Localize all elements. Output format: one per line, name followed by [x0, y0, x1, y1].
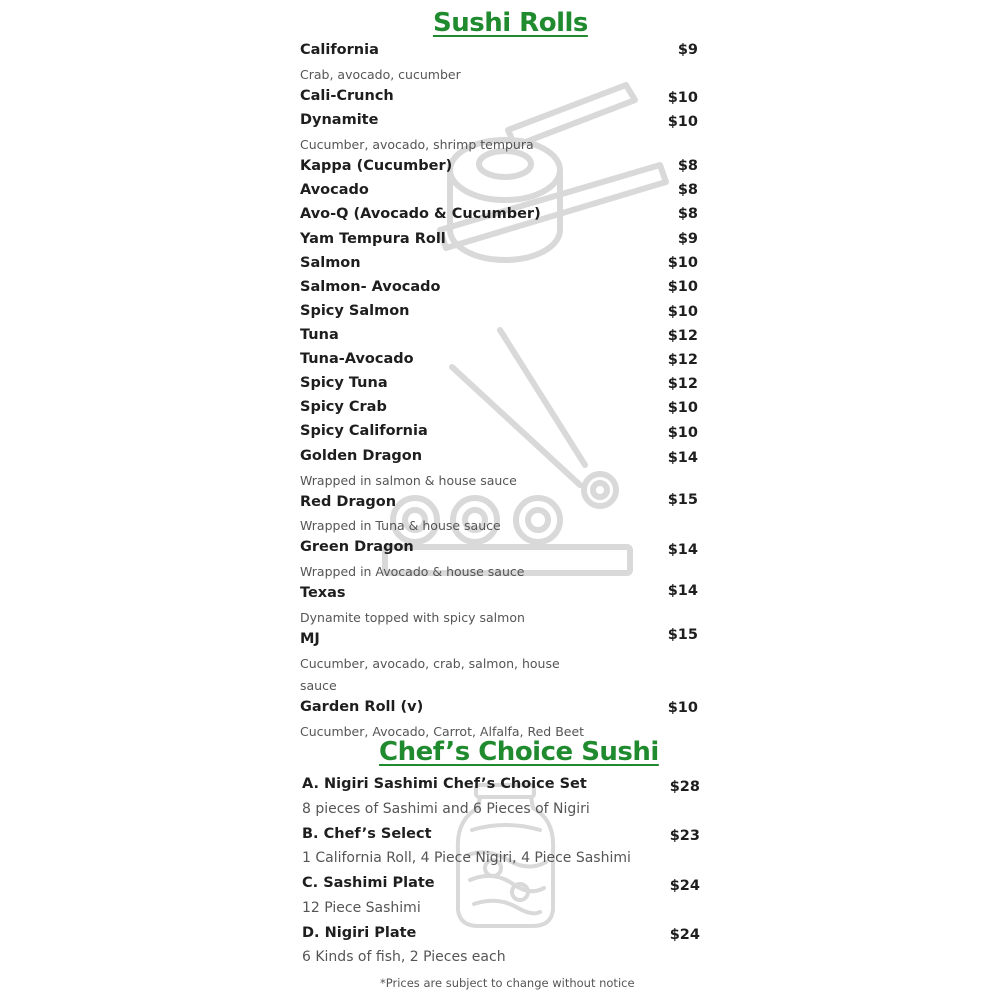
item-name: Yam Tempura Roll — [300, 231, 446, 247]
item-name: C. Sashimi Plate — [302, 875, 435, 891]
item-name: Salmon- Avocado — [300, 279, 441, 295]
sushi-roll-chopsticks-icon — [430, 80, 680, 280]
item-name: California — [300, 42, 379, 58]
item-price: $14 — [667, 450, 698, 466]
item-name: Spicy Crab — [300, 399, 387, 415]
item-price: $23 — [669, 828, 700, 844]
item-description: 1 California Roll, 4 Piece Nigiri, 4 Piece Sashimi — [302, 850, 631, 866]
item-description: 12 Piece Sashimi — [302, 900, 421, 916]
item-price: $8 — [677, 182, 698, 198]
item-price: $14 — [667, 542, 698, 558]
item-price: $10 — [667, 400, 698, 416]
item-name: Spicy California — [300, 423, 428, 439]
item-description-line2: sauce — [300, 678, 337, 693]
item-name: Salmon — [300, 255, 361, 271]
item-price: $9 — [677, 42, 698, 58]
item-description: Cucumber, avocado, shrimp tempura — [300, 137, 534, 152]
item-name: Dynamite — [300, 112, 379, 128]
item-price: $8 — [677, 206, 698, 222]
item-name: Golden Dragon — [300, 448, 423, 464]
item-price: $10 — [667, 255, 698, 271]
item-name: Tuna — [300, 327, 339, 343]
item-name: Texas — [300, 585, 346, 601]
item-price: $28 — [669, 779, 700, 795]
item-price: $15 — [667, 627, 698, 643]
chefs-choice-heading: Chef’s Choice Sushi — [379, 737, 659, 767]
item-description: 6 Kinds of fish, 2 Pieces each — [302, 949, 506, 965]
item-price: $14 — [667, 583, 698, 599]
item-price: $10 — [667, 279, 698, 295]
item-price: $24 — [669, 927, 700, 943]
item-price: $15 — [667, 492, 698, 508]
item-name: Cali-Crunch — [300, 88, 394, 104]
item-description: Dynamite topped with spicy salmon — [300, 610, 525, 625]
item-description: Wrapped in Avocado & house sauce — [300, 564, 525, 579]
item-name: MJ — [300, 631, 320, 647]
price-disclaimer: *Prices are subject to change without notice — [380, 976, 635, 990]
item-price: $10 — [667, 90, 698, 106]
item-description: Cucumber, Avocado, Carrot, Alfalfa, Red Beet — [300, 724, 585, 739]
item-name: Spicy Salmon — [300, 303, 410, 319]
item-name: Red Dragon — [300, 494, 397, 510]
item-description: 8 pieces of Sashimi and 6 Pieces of Nigiri — [302, 801, 590, 817]
item-price: $12 — [667, 328, 698, 344]
item-name: Garden Roll (v) — [300, 699, 424, 715]
item-price: $9 — [677, 231, 698, 247]
item-description: Wrapped in salmon & house sauce — [300, 473, 517, 488]
item-price: $12 — [667, 352, 698, 368]
item-name: Tuna-Avocado — [300, 351, 414, 367]
item-price: $12 — [667, 376, 698, 392]
item-name: Avocado — [300, 182, 369, 198]
item-name: Green Dragon — [300, 539, 414, 555]
item-name: D. Nigiri Plate — [302, 925, 417, 941]
item-price: $10 — [667, 114, 698, 130]
item-name: Avo-Q (Avocado & Cucumber) — [300, 206, 541, 222]
item-name: B. Chef’s Select — [302, 826, 432, 842]
item-price: $10 — [667, 425, 698, 441]
sushi-rolls-heading: Sushi Rolls — [433, 8, 588, 38]
item-name: Spicy Tuna — [300, 375, 388, 391]
item-name: A. Nigiri Sashimi Chef’s Choice Set — [302, 776, 587, 792]
item-price: $24 — [669, 878, 700, 894]
item-price: $10 — [667, 304, 698, 320]
item-description: Cucumber, avocado, crab, salmon, house — [300, 656, 560, 671]
item-price: $10 — [667, 700, 698, 716]
item-price: $8 — [677, 158, 698, 174]
item-name: Kappa (Cucumber) — [300, 158, 453, 174]
item-description: Crab, avocado, cucumber — [300, 67, 461, 82]
item-description: Wrapped in Tuna & house sauce — [300, 518, 501, 533]
